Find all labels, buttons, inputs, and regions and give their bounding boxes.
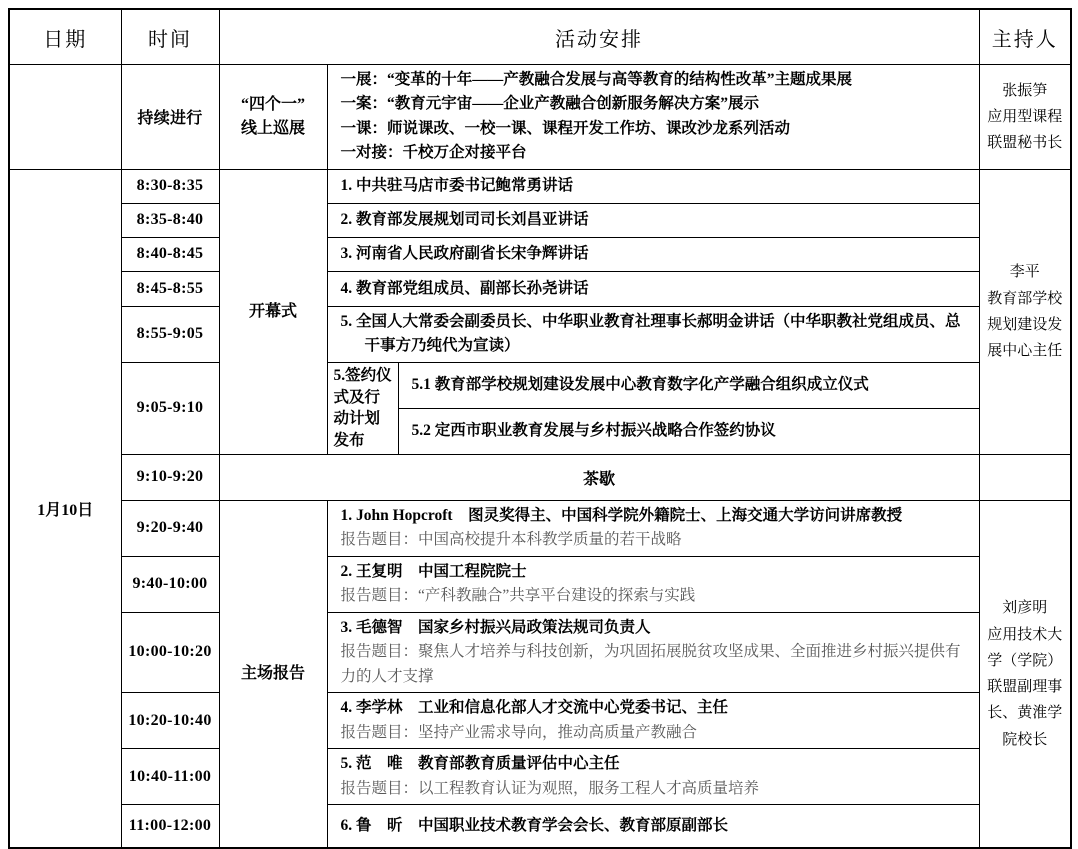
host-cell-reports	[979, 500, 1071, 848]
activity-item: 1. 中共驻马店市委书记鲍常勇讲话	[340, 177, 574, 195]
tea-break-cell: 茶歇	[219, 454, 979, 500]
report-topic: 报告题目：以工程教育认证为观照，服务工程人才高质量培养	[340, 779, 760, 797]
report-speaker: 6. 鲁 昕 中国职业技术教育学会会长、教育部原副部长	[340, 816, 729, 834]
host-name: 刘彦明	[1002, 600, 1048, 617]
time-cell: 8:55-9:05	[121, 306, 219, 362]
report-cell	[327, 556, 979, 612]
report-row	[9, 804, 1071, 848]
report-cell	[327, 612, 979, 692]
opening-row	[9, 237, 1071, 271]
activity-line: 一展：“变革的十年——产教融合发展与高等教育的结构性改革”主题成果展	[340, 71, 853, 88]
opening-row	[9, 306, 1071, 362]
report-topic: 报告题目：中国高校提升本科教学质量的若干战略	[340, 531, 682, 549]
activity-cell	[327, 271, 979, 306]
col-header-date: 日期	[9, 9, 121, 65]
time-cell: 10:00-10:20	[121, 612, 219, 692]
date-cell-empty	[9, 65, 121, 170]
report-row	[9, 556, 1071, 612]
activity-item: 3. 河南省人民政府副省长宋争辉讲话	[340, 245, 589, 263]
host-title: 教育部学校规划建设发展中心主任	[987, 290, 1063, 360]
header-row	[9, 9, 1071, 65]
host-title: 应用型课程联盟秘书长	[987, 108, 1063, 152]
report-row	[9, 749, 1071, 805]
time-cell: 9:05-9:10	[121, 362, 219, 454]
time-cell: 持续进行	[121, 65, 219, 170]
report-topic: 报告题目：“产科教融合”共享平台建设的探索与实践	[340, 587, 696, 605]
signing-item-cell	[398, 362, 979, 408]
ongoing-activities-cell	[327, 65, 979, 170]
report-speaker: 3. 毛德智 国家乡村振兴局政策法规司负责人	[340, 618, 651, 636]
signing-label-cell: 5.签约仪式及行动计划发布	[327, 362, 398, 454]
opening-row	[9, 271, 1071, 306]
report-speaker: 5. 范 唯 教育部教育质量评估中心主任	[340, 755, 620, 773]
online-tour-label-line1: “四个一”	[240, 95, 305, 113]
activity-cell	[327, 169, 979, 203]
report-cell	[327, 500, 979, 556]
activity-line: 一对接：千校万企对接平台	[340, 144, 527, 162]
col-header-time: 时间	[121, 9, 219, 65]
activity-line: 一案：“教育元宇宙——企业产教融合创新服务解决方案”展示	[340, 95, 760, 113]
signing-item: 5.1 教育部学校规划建设发展中心教育数字化产学融合组织成立仪式	[411, 376, 869, 394]
report-topic: 报告题目：坚持产业需求导向，推动高质量产教融合	[340, 723, 698, 741]
col-header-host: 主持人	[979, 9, 1071, 65]
time-cell: 11:00-12:00	[121, 804, 219, 848]
ongoing-row	[9, 65, 1071, 170]
activity-item: 2. 教育部发展规划司司长刘昌亚讲话	[340, 211, 589, 229]
time-cell: 9:10-9:20	[121, 454, 219, 500]
host-title: 应用技术大学（学院）联盟副理事长、黄淮学院校长	[987, 626, 1063, 748]
time-cell: 8:30-8:35	[121, 169, 219, 203]
host-cell-ongoing	[979, 65, 1071, 170]
tea-break-row	[9, 454, 1071, 500]
opening-row	[9, 203, 1071, 237]
time-cell: 10:20-10:40	[121, 693, 219, 749]
activity-cell	[327, 306, 979, 362]
time-cell: 9:40-10:00	[121, 556, 219, 612]
online-tour-label-line2: 线上巡展	[240, 119, 305, 137]
activity-item: 4. 教育部党组成员、副部长孙尧讲话	[340, 279, 589, 297]
signing-item-cell	[398, 408, 979, 454]
signing-item: 5.2 定西市职业教育发展与乡村振兴战略合作签约协议	[411, 421, 776, 439]
col-header-activity: 活动安排	[219, 9, 979, 65]
report-topic: 报告题目：聚焦人才培养与科技创新，为巩固拓展脱贫攻坚成果、全面推进乡村振兴提供有力的人才支撑	[340, 643, 961, 685]
activity-item: 5. 全国人大常委会副委员长、中华职业教育社理事长郝明金讲话（中华职教社党组成员、总干事方乃纯代为宣读）	[340, 312, 961, 355]
host-name: 张振笋	[1002, 82, 1048, 99]
report-cell	[327, 693, 979, 749]
activity-cell	[327, 237, 979, 271]
time-cell: 8:40-8:45	[121, 237, 219, 271]
report-row	[9, 612, 1071, 692]
section-label-reports: 主场报告	[219, 500, 327, 848]
time-cell: 10:40-11:00	[121, 749, 219, 805]
time-cell: 9:20-9:40	[121, 500, 219, 556]
opening-row	[9, 169, 1071, 203]
report-cell	[327, 749, 979, 805]
report-row	[9, 693, 1071, 749]
signing-row	[9, 362, 1071, 408]
activity-cell	[327, 203, 979, 237]
time-cell: 8:45-8:55	[121, 271, 219, 306]
agenda-table	[8, 8, 1072, 849]
report-speaker: 2. 王复明 中国工程院院士	[340, 562, 527, 580]
host-cell-empty	[979, 454, 1071, 500]
report-speaker: 4. 李学林 工业和信息化部人才交流中心党委书记、主任	[340, 699, 729, 717]
date-cell: 1月10日	[9, 169, 121, 848]
time-cell: 8:35-8:40	[121, 203, 219, 237]
host-cell-opening	[979, 169, 1071, 454]
report-speaker: 1. John Hopcroft 图灵奖得主、中国科学院外籍院士、上海交通大学访问讲席教授	[340, 506, 903, 524]
report-cell	[327, 804, 979, 848]
section-label-opening: 开幕式	[219, 169, 327, 454]
activity-line: 一课：师说课改、一校一课、课程开发工作坊、课改沙龙系列活动	[340, 119, 791, 137]
host-name: 李平	[1009, 264, 1040, 281]
section-label-online-tour	[219, 65, 327, 170]
report-row	[9, 500, 1071, 556]
